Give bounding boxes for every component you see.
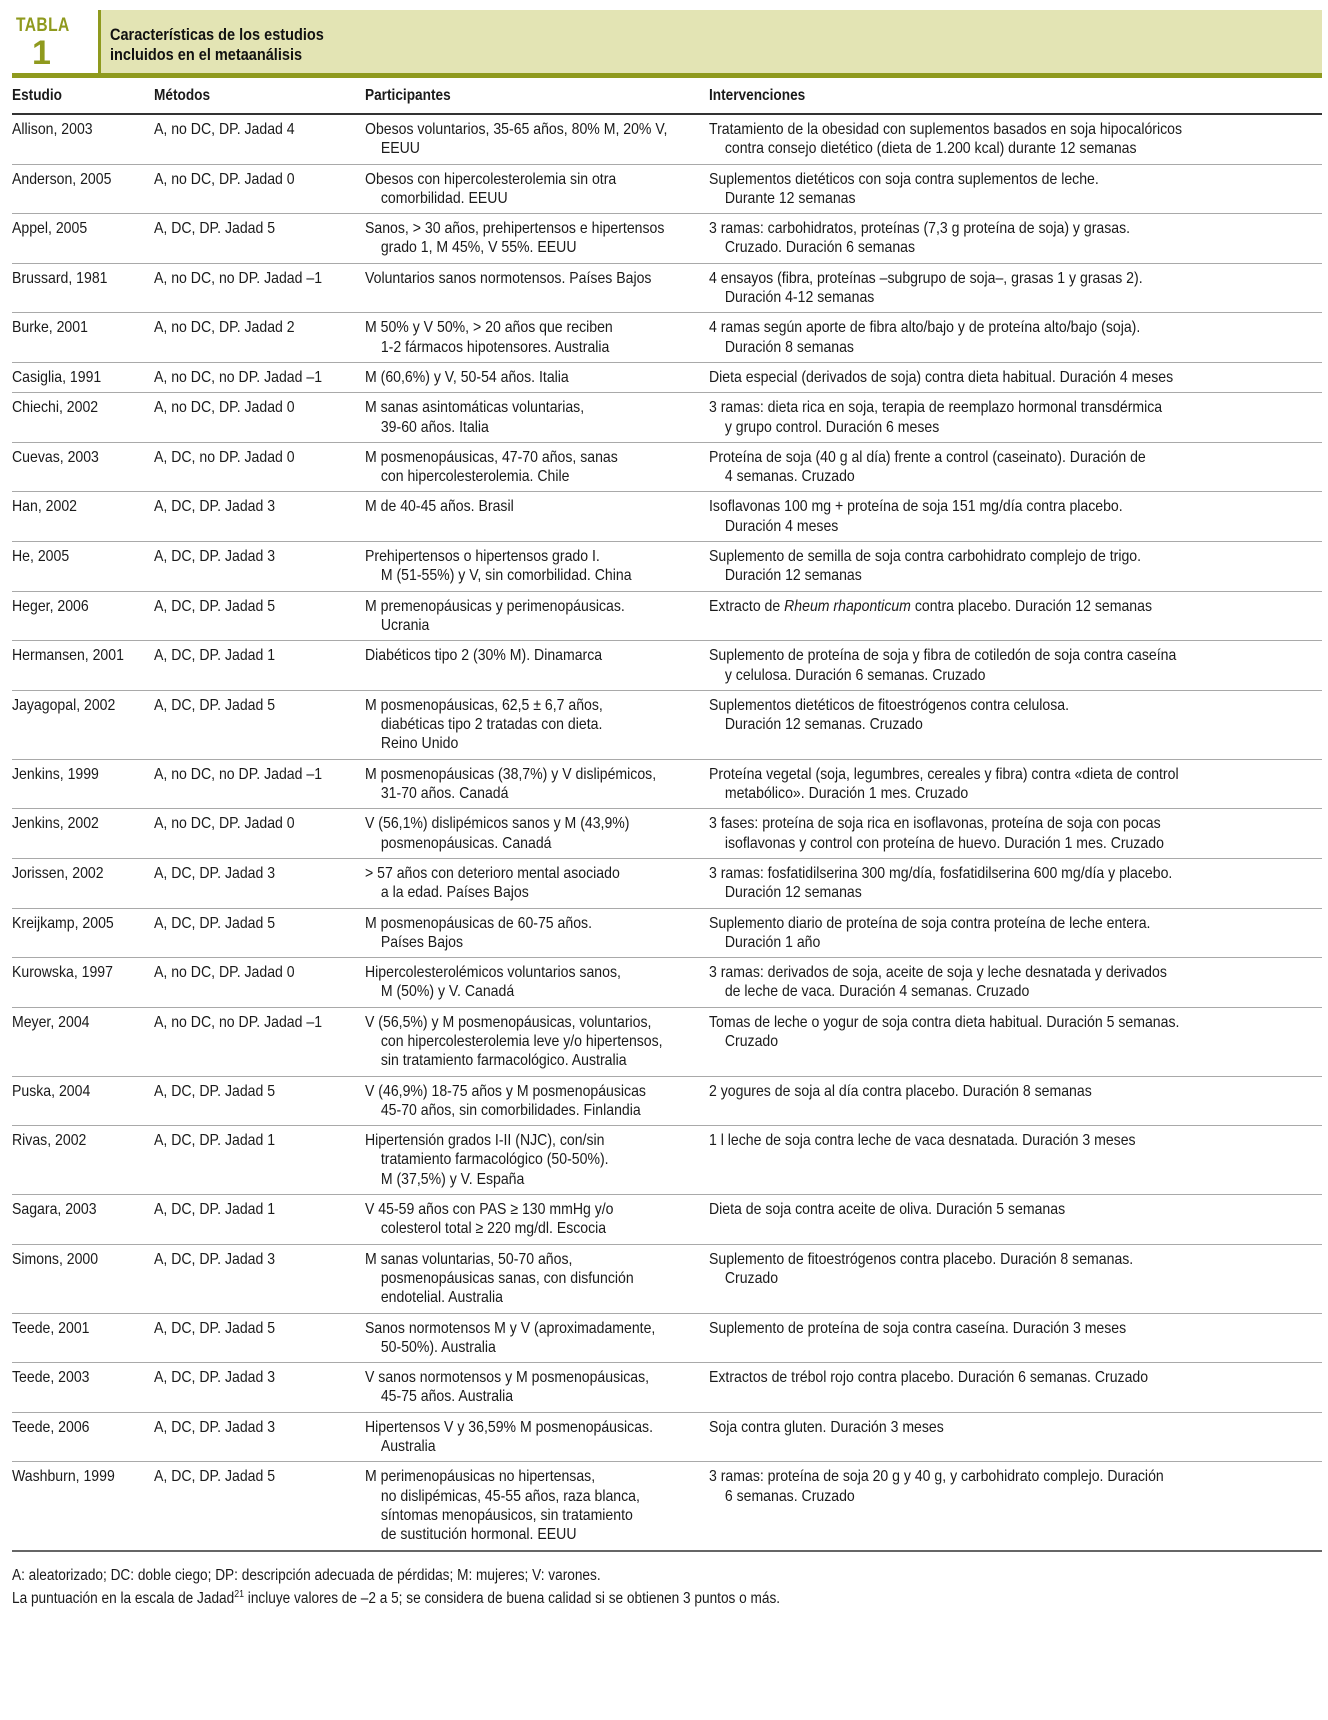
- cell-participantes: [365, 393, 709, 443]
- cell-line: Soja contra gluten. Duración 3 meses: [709, 1418, 944, 1436]
- cell-estudio: He, 2005: [12, 542, 154, 592]
- cell-line: Diabéticos tipo 2 (30% M). Dinamarca: [365, 647, 603, 665]
- cell-line: posmenopáusicas sanas, con disfunción: [380, 1269, 634, 1287]
- cell-line: V sanos normotensos y M posmenopáusicas,: [365, 1369, 650, 1387]
- cell-line: Durante 12 semanas: [724, 189, 856, 207]
- table-row: [12, 214, 1322, 264]
- column-header-intervenciones: Intervenciones: [709, 78, 1322, 114]
- cell-line: V 45-59 años con PAS ≥ 130 mmHg y/o: [365, 1201, 614, 1219]
- cell-line: M perimenopáusicas no hipertensas,: [365, 1468, 596, 1486]
- cell-estudio: Kreijkamp, 2005: [12, 908, 154, 958]
- table-row: [12, 958, 1322, 1008]
- cell-line: Reino Unido: [380, 735, 459, 753]
- cell-line: y grupo control. Duración 6 meses: [724, 418, 940, 436]
- cell-line: Sanos normotensos M y V (aproximadamente,: [365, 1319, 656, 1337]
- cell-metodos: A, DC, DP. Jadad 5: [154, 1076, 365, 1126]
- cell-line: Tratamiento de la obesidad con suplementos basados en soja hipocalóricos: [709, 121, 1183, 138]
- cell-line: 2 yogures de soja al día contra placebo. Duración 8 semanas: [709, 1082, 1092, 1100]
- cell-line: 45-75 años. Australia: [380, 1388, 514, 1406]
- cell-participantes: [365, 164, 709, 214]
- cell-line: Dieta de soja contra aceite de oliva. Duración 5 semanas: [709, 1201, 1066, 1219]
- reference-superscript: 21: [234, 1588, 245, 1600]
- cell-metodos: A, no DC, DP. Jadad 0: [154, 393, 365, 443]
- cell-line: de sustitución hormonal. EEUU: [380, 1526, 577, 1544]
- cell-line: 4 ensayos (fibra, proteínas –subgrupo de soja–, grasas 1 y grasas 2).: [709, 269, 1143, 287]
- cell-estudio: Teede, 2001: [12, 1313, 154, 1363]
- table-row: [12, 809, 1322, 859]
- table-row: [12, 442, 1322, 492]
- cell-intervenciones: [709, 1462, 1322, 1551]
- cell-line: Proteína vegetal (soja, legumbres, cereales y fibra) contra «dieta de control: [709, 765, 1179, 783]
- cell-line: contra consejo dietético (dieta de 1.200 kcal) durante 12 semanas: [724, 140, 1137, 158]
- cell-intervenciones: [709, 1363, 1322, 1413]
- cell-line: M de 40-45 años. Brasil: [365, 498, 514, 516]
- cell-line: Suplementos dietéticos de fitoestrógenos contra celulosa.: [709, 696, 1070, 714]
- cell-line: comorbilidad. EEUU: [380, 189, 508, 207]
- cell-metodos: A, DC, DP. Jadad 3: [154, 492, 365, 542]
- cell-intervenciones: [709, 1412, 1322, 1462]
- table-row: [12, 492, 1322, 542]
- cell-line: 6 semanas. Cruzado: [724, 1487, 855, 1505]
- table-row: [12, 1195, 1322, 1245]
- cell-estudio: Casiglia, 1991: [12, 362, 154, 392]
- cell-line: Duración 4-12 semanas: [724, 289, 875, 307]
- table-label: TABLA: [16, 15, 70, 36]
- column-header-participantes: Participantes: [365, 78, 709, 114]
- table-row: [12, 1313, 1322, 1363]
- cell-line: V (56,5%) y M posmenopáusicas, voluntarios,: [365, 1013, 652, 1031]
- cell-line: Duración 8 semanas: [724, 338, 854, 356]
- cell-line: Australia: [380, 1438, 436, 1456]
- cell-line: M (60,6%) y V, 50-54 años. Italia: [365, 368, 569, 386]
- cell-estudio: Jorissen, 2002: [12, 858, 154, 908]
- cell-participantes: [365, 908, 709, 958]
- cell-line: de leche de vaca. Duración 4 semanas. Cruzado: [724, 983, 1030, 1001]
- cell-line: M sanas asintomáticas voluntarias,: [365, 399, 585, 417]
- cell-estudio: Brussard, 1981: [12, 263, 154, 313]
- cell-line: Cruzado. Duración 6 semanas: [724, 239, 916, 257]
- cell-line: con hipercolesterolemia. Chile: [380, 468, 570, 486]
- table-row: [12, 641, 1322, 691]
- table-row: [12, 690, 1322, 759]
- footnote-abbreviations: A: aleatorizado; DC: doble ciego; DP: descripción adecuada de pérdidas; M: mujeres; V: varones.: [12, 1566, 601, 1584]
- cell-intervenciones: [709, 1126, 1322, 1195]
- cell-line: Suplemento de semilla de soja contra carbohidrato complejo de trigo.: [709, 548, 1142, 566]
- cell-line: Duración 12 semanas: [724, 884, 862, 902]
- cell-estudio: Teede, 2006: [12, 1412, 154, 1462]
- cell-intervenciones: [709, 114, 1322, 164]
- cell-line: Suplemento diario de proteína de soja contra proteína de leche entera.: [709, 914, 1151, 932]
- cell-estudio: Simons, 2000: [12, 1244, 154, 1313]
- cell-line: Prehipertensos o hipertensos grado I.: [365, 548, 600, 566]
- cell-estudio: Jayagopal, 2002: [12, 690, 154, 759]
- cell-intervenciones: [709, 641, 1322, 691]
- cell-line: M (50%) y V. Canadá: [380, 983, 515, 1001]
- cell-line: Obesos voluntarios, 35-65 años, 80% M, 20% V,: [365, 121, 668, 138]
- cell-line: Dieta especial (derivados de soja) contra dieta habitual. Duración 4 meses: [709, 368, 1174, 386]
- cell-line: Suplemento de proteína de soja contra caseína. Duración 3 meses: [709, 1319, 1127, 1337]
- cell-line: M sanas voluntarias, 50-70 años,: [365, 1250, 573, 1268]
- cell-line: M posmenopáusicas (38,7%) y V dislipémicos,: [365, 765, 657, 783]
- cell-participantes: [365, 1412, 709, 1462]
- cell-metodos: A, no DC, no DP. Jadad –1: [154, 362, 365, 392]
- column-header-estudio: Estudio: [12, 78, 154, 114]
- cell-intervenciones: [709, 690, 1322, 759]
- cell-line: M posmenopáusicas de 60-75 años.: [365, 914, 592, 932]
- cell-line: M 50% y V 50%, > 20 años que reciben: [365, 319, 613, 337]
- cell-line: y celulosa. Duración 6 semanas. Cruzado: [724, 666, 986, 684]
- column-header-metodos: Métodos: [154, 78, 365, 114]
- cell-line: Voluntarios sanos normotensos. Países Bajos: [365, 269, 652, 287]
- cell-participantes: [365, 114, 709, 164]
- cell-line: Duración 12 semanas: [724, 567, 862, 585]
- cell-intervenciones: [709, 313, 1322, 363]
- cell-estudio: Allison, 2003: [12, 114, 154, 164]
- cell-participantes: [365, 263, 709, 313]
- table-row: [12, 114, 1322, 164]
- table-header-row: [12, 78, 1322, 114]
- cell-metodos: A, DC, DP. Jadad 3: [154, 1412, 365, 1462]
- cell-estudio: Puska, 2004: [12, 1076, 154, 1126]
- cell-line: 1-2 fármacos hipotensores. Australia: [380, 338, 610, 356]
- table-row: [12, 1126, 1322, 1195]
- cell-intervenciones: [709, 759, 1322, 809]
- cell-intervenciones: [709, 1007, 1322, 1076]
- cell-line: diabéticas tipo 2 tratadas con dieta.: [380, 716, 603, 734]
- cell-line: Hipertensos V y 36,59% M posmenopáusicas.: [365, 1418, 654, 1436]
- cell-participantes: [365, 1126, 709, 1195]
- cell-line: Cruzado: [724, 1269, 779, 1287]
- cell-participantes: [365, 542, 709, 592]
- cell-estudio: Han, 2002: [12, 492, 154, 542]
- cell-metodos: A, DC, DP. Jadad 3: [154, 542, 365, 592]
- table-row: [12, 1007, 1322, 1076]
- cell-estudio: Hermansen, 2001: [12, 641, 154, 691]
- cell-line: tratamiento farmacológico (50-50%).: [380, 1151, 609, 1169]
- cell-line: M (37,5%) y V. España: [380, 1170, 525, 1188]
- cell-estudio: Chiechi, 2002: [12, 393, 154, 443]
- cell-line: 4 semanas. Cruzado: [724, 468, 855, 486]
- cell-estudio: Jenkins, 1999: [12, 759, 154, 809]
- table-figure: [12, 10, 1322, 1608]
- cell-metodos: A, no DC, no DP. Jadad –1: [154, 1007, 365, 1076]
- cell-estudio: Anderson, 2005: [12, 164, 154, 214]
- cell-intervenciones: [709, 214, 1322, 264]
- cell-intervenciones: [709, 809, 1322, 859]
- cell-participantes: [365, 641, 709, 691]
- table-row: [12, 591, 1322, 641]
- cell-line: V (56,1%) dislipémicos sanos y M (43,9%): [365, 815, 630, 833]
- footnote-jadad: La puntuación en la escala de Jadad$^{21}$ incluye valores de –2 a 5; se considera de buena calidad si se obtienen 3 puntos o más.: [12, 1588, 781, 1607]
- cell-line: 3 ramas: proteína de soja 20 g y 40 g, y carbohidrato complejo. Duración: [709, 1468, 1164, 1486]
- cell-metodos: A, no DC, DP. Jadad 4: [154, 114, 365, 164]
- cell-line: EEUU: [380, 140, 420, 158]
- cell-intervenciones: [709, 1076, 1322, 1126]
- cell-metodos: A, DC, DP. Jadad 1: [154, 1195, 365, 1245]
- cell-intervenciones: [709, 1195, 1322, 1245]
- cell-participantes: [365, 1007, 709, 1076]
- table-row: [12, 1244, 1322, 1313]
- cell-line: Isoflavonas 100 mg + proteína de soja 151 mg/día contra placebo.: [709, 498, 1123, 516]
- table-header-band: [12, 10, 1322, 73]
- cell-line: Ucrania: [380, 616, 430, 634]
- cell-estudio: Rivas, 2002: [12, 1126, 154, 1195]
- cell-line: Tomas de leche o yogur de soja contra dieta habitual. Duración 5 semanas.: [709, 1013, 1180, 1031]
- table-row: [12, 1363, 1322, 1413]
- table-number: 1: [32, 34, 51, 72]
- cell-participantes: [365, 1076, 709, 1126]
- cell-participantes: [365, 1363, 709, 1413]
- cell-estudio: Burke, 2001: [12, 313, 154, 363]
- cell-participantes: [365, 313, 709, 363]
- cell-participantes: [365, 958, 709, 1008]
- cell-intervenciones: [709, 908, 1322, 958]
- cell-line: Hipercolesterolémicos voluntarios sanos,: [365, 964, 621, 982]
- cell-participantes: [365, 858, 709, 908]
- cell-metodos: A, DC, DP. Jadad 5: [154, 591, 365, 641]
- table-row: [12, 393, 1322, 443]
- cell-metodos: A, DC, DP. Jadad 5: [154, 690, 365, 759]
- table-row: [12, 858, 1322, 908]
- cell-line: Proteína de soja (40 g al día) frente a control (caseinato). Duración de: [709, 448, 1146, 466]
- cell-line: Duración 12 semanas. Cruzado: [724, 716, 923, 734]
- cell-line: Cruzado: [724, 1032, 779, 1050]
- cell-line: 31-70 años. Canadá: [380, 785, 509, 803]
- cell-line: 3 ramas: derivados de soja, aceite de soja y leche desnatada y derivados: [709, 964, 1167, 982]
- cell-line: Suplemento de fitoestrógenos contra placebo. Duración 8 semanas.: [709, 1250, 1134, 1268]
- cell-estudio: Sagara, 2003: [12, 1195, 154, 1245]
- cell-participantes: [365, 591, 709, 641]
- footnotes: [12, 1566, 1322, 1608]
- cell-metodos: A, no DC, no DP. Jadad –1: [154, 759, 365, 809]
- cell-line: M posmenopáusicas, 47-70 años, sanas: [365, 448, 618, 466]
- cell-line: M (51-55%) y V, sin comorbilidad. China: [380, 567, 632, 585]
- cell-line: Duración 1 año: [724, 933, 821, 951]
- cell-line: Suplementos dietéticos con soja contra suplementos de leche.: [709, 170, 1099, 188]
- cell-line: 45-70 años, sin comorbilidades. Finlandia: [380, 1101, 641, 1119]
- cell-metodos: A, DC, DP. Jadad 5: [154, 214, 365, 264]
- cell-participantes: [365, 1313, 709, 1363]
- cell-line: grado 1, M 45%, V 55%. EEUU: [380, 239, 577, 257]
- table-row: [12, 263, 1322, 313]
- cell-participantes: [365, 690, 709, 759]
- table-label-box: [12, 10, 98, 73]
- cell-line: posmenopáusicas. Canadá: [380, 834, 552, 852]
- table-title-line: incluidos en el metaanálisis: [110, 46, 303, 64]
- cell-line: no dislipémicas, 45-55 años, raza blanca,: [380, 1487, 640, 1505]
- cell-intervenciones: [709, 164, 1322, 214]
- cell-intervenciones: [709, 858, 1322, 908]
- studies-table: [12, 78, 1322, 1552]
- cell-participantes: [365, 492, 709, 542]
- cell-participantes: [365, 1462, 709, 1551]
- cell-estudio: Cuevas, 2003: [12, 442, 154, 492]
- cell-line: a la edad. Países Bajos: [380, 884, 529, 902]
- cell-intervenciones: [709, 362, 1322, 392]
- cell-line: Duración 4 meses: [724, 517, 839, 535]
- table-row: [12, 164, 1322, 214]
- cell-estudio: Appel, 2005: [12, 214, 154, 264]
- cell-line: Sanos, > 30 años, prehipertensos e hipertensos: [365, 220, 665, 238]
- cell-metodos: A, DC, no DP. Jadad 0: [154, 442, 365, 492]
- table-row: [12, 1462, 1322, 1551]
- table-title: [110, 25, 726, 65]
- cell-line: metabólico». Duración 1 mes. Cruzado: [724, 785, 969, 803]
- cell-line: 3 ramas: dieta rica en soja, terapia de reemplazo hormonal transdérmica: [709, 399, 1163, 417]
- cell-estudio: Meyer, 2004: [12, 1007, 154, 1076]
- cell-line: 3 fases: proteína de soja rica en isoflavonas, proteína de soja con pocas: [709, 815, 1161, 833]
- cell-participantes: [365, 809, 709, 859]
- table-row: [12, 362, 1322, 392]
- cell-intervenciones: [709, 1244, 1322, 1313]
- cell-intervenciones: [709, 542, 1322, 592]
- cell-line: isoflavonas y control con proteína de huevo. Duración 1 mes. Cruzado: [724, 834, 1164, 852]
- cell-line: 4 ramas según aporte de fibra alto/bajo y de proteína alto/bajo (soja).: [709, 319, 1141, 337]
- cell-participantes: [365, 442, 709, 492]
- cell-intervenciones: [709, 263, 1322, 313]
- cell-metodos: A, DC, DP. Jadad 5: [154, 1462, 365, 1551]
- cell-line: colesterol total ≥ 220 mg/dl. Escocia: [380, 1220, 607, 1238]
- table-title-line: Características de los estudios: [110, 26, 324, 44]
- cell-metodos: A, DC, DP. Jadad 5: [154, 908, 365, 958]
- cell-metodos: A, no DC, DP. Jadad 0: [154, 958, 365, 1008]
- cell-line: con hipercolesterolemia leve y/o hipertensos,: [380, 1032, 663, 1050]
- cell-line: sin tratamiento farmacológico. Australia: [380, 1052, 627, 1070]
- cell-line: 3 ramas: fosfatidilserina 300 mg/día, fosfatidilserina 600 mg/día y placebo.: [709, 864, 1173, 882]
- cell-estudio: Kurowska, 1997: [12, 958, 154, 1008]
- cell-metodos: A, DC, DP. Jadad 1: [154, 641, 365, 691]
- cell-line: 50-50%). Australia: [380, 1338, 496, 1356]
- cell-intervenciones: [709, 442, 1322, 492]
- table-row: [12, 1412, 1322, 1462]
- cell-participantes: [365, 1195, 709, 1245]
- cell-metodos: A, no DC, no DP. Jadad –1: [154, 263, 365, 313]
- cell-estudio: Heger, 2006: [12, 591, 154, 641]
- cell-line: Extractos de trébol rojo contra placebo. Duración 6 semanas. Cruzado: [709, 1369, 1149, 1387]
- cell-line: M posmenopáusicas, 62,5 ± 6,7 años,: [365, 696, 603, 714]
- cell-line: Países Bajos: [380, 933, 464, 951]
- header-divider: [98, 10, 101, 73]
- cell-estudio: Jenkins, 2002: [12, 809, 154, 859]
- cell-line: Obesos con hipercolesterolemia sin otra: [365, 170, 617, 188]
- cell-line: Suplemento de proteína de soja y fibra de cotiledón de soja contra caseína: [709, 647, 1177, 665]
- cell-line: > 57 años con deterioro mental asociado: [365, 864, 620, 882]
- cell-intervenciones: [709, 492, 1322, 542]
- table-row: [12, 313, 1322, 363]
- cell-line: endotelial. Australia: [380, 1289, 503, 1307]
- cell-intervenciones: [709, 591, 1322, 641]
- table-row: [12, 908, 1322, 958]
- cell-participantes: [365, 214, 709, 264]
- cell-metodos: A, DC, DP. Jadad 5: [154, 1313, 365, 1363]
- table-row: [12, 542, 1322, 592]
- cell-intervenciones: [709, 393, 1322, 443]
- cell-metodos: A, DC, DP. Jadad 3: [154, 1244, 365, 1313]
- cell-line: M premenopáusicas y perimenopáusicas.: [365, 597, 625, 615]
- cell-line: 39-60 años. Italia: [380, 418, 489, 436]
- table-row: [12, 759, 1322, 809]
- cell-metodos: A, no DC, DP. Jadad 0: [154, 809, 365, 859]
- cell-metodos: A, DC, DP. Jadad 3: [154, 858, 365, 908]
- cell-participantes: [365, 759, 709, 809]
- table-body: [12, 114, 1322, 1551]
- table-row: [12, 1076, 1322, 1126]
- cell-line: 3 ramas: carbohidratos, proteínas (7,3 g proteína de soja) y grasas.: [709, 220, 1131, 238]
- cell-line: 1 l leche de soja contra leche de vaca desnatada. Duración 3 meses: [709, 1132, 1136, 1150]
- cell-estudio: Teede, 2003: [12, 1363, 154, 1413]
- cell-participantes: [365, 1244, 709, 1313]
- cell-metodos: A, no DC, DP. Jadad 0: [154, 164, 365, 214]
- cell-line: Hipertensión grados I-II (NJC), con/sin: [365, 1132, 605, 1150]
- cell-estudio: Washburn, 1999: [12, 1462, 154, 1551]
- cell-metodos: A, no DC, DP. Jadad 2: [154, 313, 365, 363]
- cell-metodos: A, DC, DP. Jadad 1: [154, 1126, 365, 1195]
- cell-line: V (46,9%) 18-75 años y M posmenopáusicas: [365, 1082, 646, 1100]
- cell-participantes: [365, 362, 709, 392]
- cell-line: síntomas menopáusicos, sin tratamiento: [380, 1506, 633, 1524]
- cell-intervenciones: [709, 958, 1322, 1008]
- cell-line: Extracto de Rheum rhaponticum contra placebo. Duración 12 semanas: [709, 597, 1152, 615]
- cell-intervenciones: [709, 1313, 1322, 1363]
- cell-metodos: A, DC, DP. Jadad 3: [154, 1363, 365, 1413]
